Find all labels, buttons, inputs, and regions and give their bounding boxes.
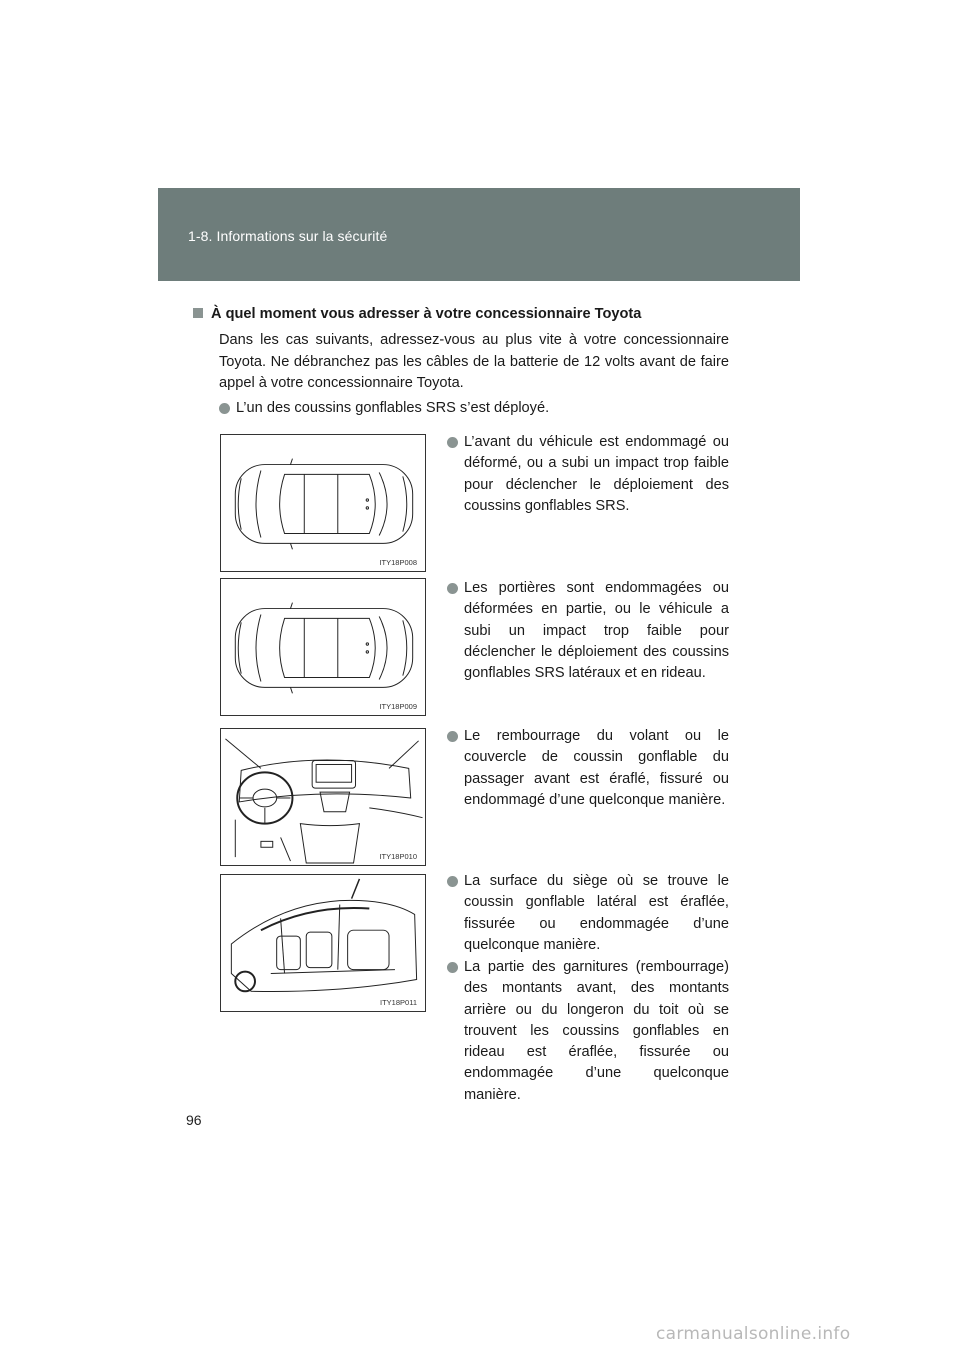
dashboard-steering-wheel-icon <box>221 729 425 865</box>
figure-code: ITY18P010 <box>379 852 417 861</box>
page-number: 96 <box>186 1112 202 1128</box>
square-bullet-icon <box>193 308 203 318</box>
list-item-text: Les portières sont endommagées ou déformées en partie, ou le véhicule a subi un impact trop faible pour déclencher le déploiement des coussins gonflables SRS latéraux et en rideau. <box>464 580 729 682</box>
list-item <box>447 432 729 517</box>
intro-paragraph: Dans les cas suivants, adressez-vous au plus vite à votre concessionnaire Toyota. Ne débranchez pas les câbles de la batterie de 12 volts avant de faire appel à votre concessionnaire Toyota. <box>219 332 729 391</box>
bullet-icon <box>447 583 458 594</box>
figure-dashboard <box>220 728 426 866</box>
list-item <box>447 578 729 684</box>
figure-side-damage <box>220 578 426 716</box>
list-item <box>447 726 729 811</box>
bullet-icon <box>447 731 458 742</box>
bullet-icon <box>219 403 230 414</box>
list-item <box>447 871 729 956</box>
figure-interior <box>220 874 426 1012</box>
heading-text: À quel moment vous adresser à votre concessionnaire Toyota <box>211 306 642 322</box>
section-title: 1-8. Informations sur la sécurité <box>188 228 388 244</box>
figure-front-damage <box>220 434 426 572</box>
list-item <box>219 398 729 419</box>
list-item-text: La partie des garnitures (rembourrage) des montants avant, des montants arrière ou du longeron du toit où se trouvent les coussins gonflables en rideau est éraflée, fissurée ou endommagée d’une quelconque manière. <box>464 959 729 1103</box>
list-item-text: La surface du siège où se trouve le coussin gonflable latéral est éraflée, fissurée ou endommagée d’une quelconque manière. <box>464 873 729 953</box>
bullet-icon <box>447 876 458 887</box>
list-item <box>447 957 729 1106</box>
figure-code: ITY18P009 <box>379 702 417 711</box>
list-item-text: Le rembourrage du volant ou le couvercle de coussin gonflable du passager avant est éraflé, fissuré ou endommagé d’une quelconque manière. <box>464 728 729 808</box>
figure-code: ITY18P008 <box>379 558 417 567</box>
car-top-view-icon <box>221 435 425 571</box>
bullet-icon <box>447 437 458 448</box>
list-item-text: L’un des coussins gonflables SRS s’est déployé. <box>236 400 550 416</box>
watermark: carmanualsonline.info <box>656 1324 851 1344</box>
figure-code: ITY18P011 <box>380 998 417 1007</box>
bullet-icon <box>447 962 458 973</box>
car-interior-seats-icon <box>221 875 425 1011</box>
list-item-text: L’avant du véhicule est endommagé ou déformé, ou a subi un impact trop faible pour déclencher le déploiement des coussins gonflables SRS. <box>464 434 729 514</box>
car-top-view-icon <box>221 579 425 715</box>
section-heading <box>193 306 753 322</box>
